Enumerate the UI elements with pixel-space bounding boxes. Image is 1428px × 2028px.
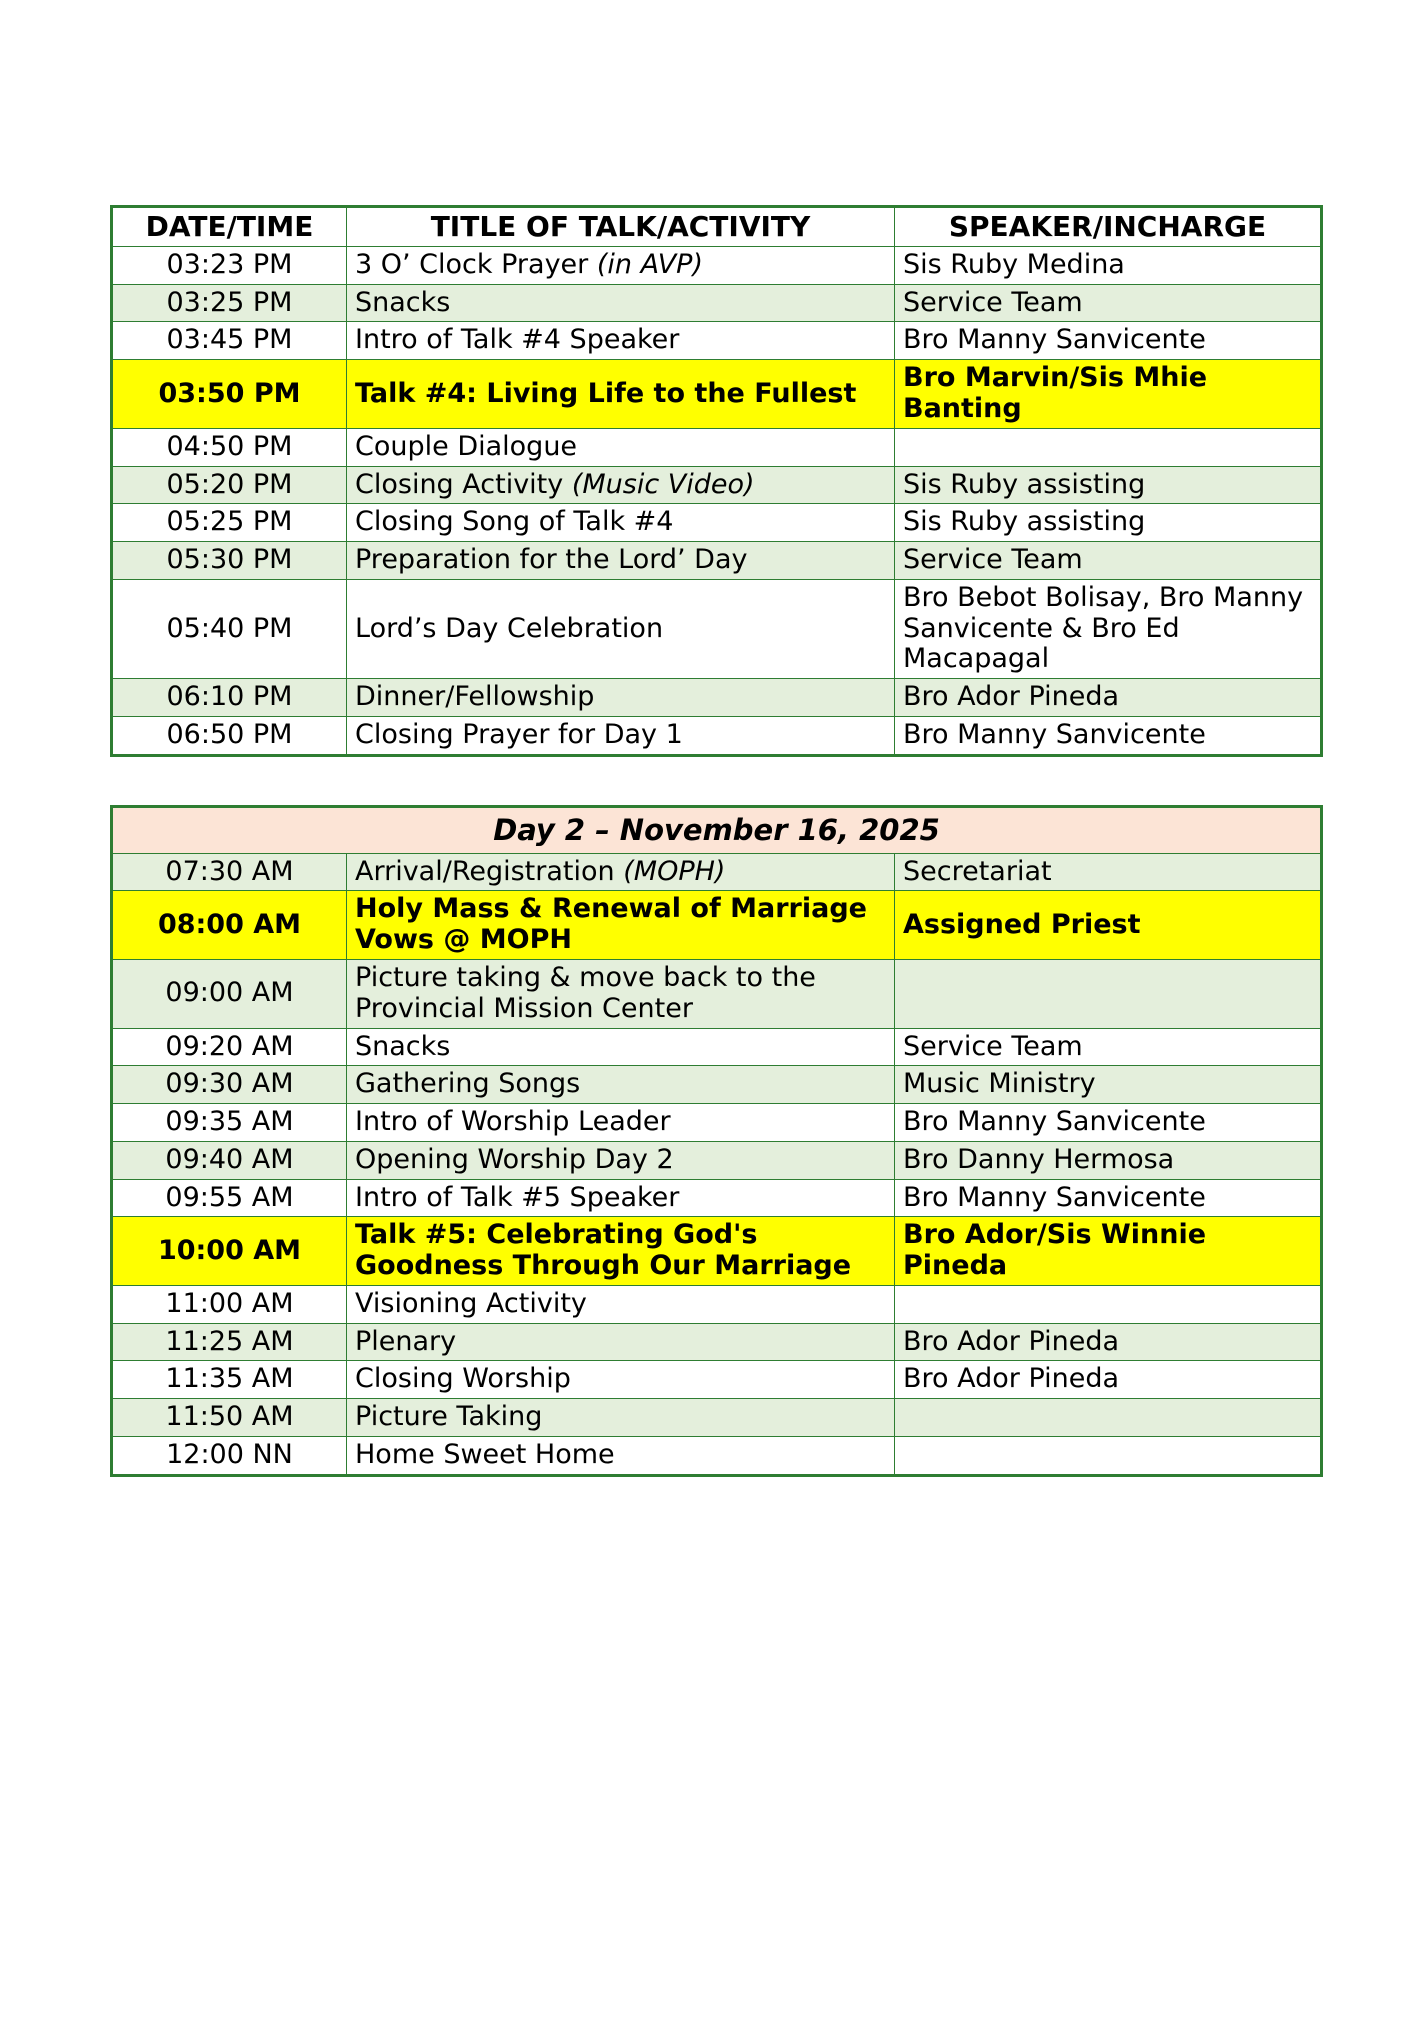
cell-title: Snacks bbox=[347, 1028, 895, 1066]
column-header-title: TITLE OF TALK/ACTIVITY bbox=[347, 207, 895, 247]
cell-title: Closing Activity (Music Video) bbox=[347, 466, 895, 504]
cell-time: 10:00 AM bbox=[112, 1217, 347, 1286]
table-row bbox=[112, 542, 1322, 580]
cell-title: Preparation for the Lord’ Day bbox=[347, 542, 895, 580]
table-body-day2 bbox=[112, 853, 1322, 1475]
cell-speaker bbox=[895, 959, 1322, 1028]
cell-speaker: Bro Manny Sanvicente bbox=[895, 322, 1322, 360]
cell-title: Visioning Activity bbox=[347, 1285, 895, 1323]
table-row bbox=[112, 959, 1322, 1028]
cell-title: Plenary bbox=[347, 1323, 895, 1361]
cell-time: 09:30 AM bbox=[112, 1066, 347, 1104]
cell-title: Snacks bbox=[347, 284, 895, 322]
header-row bbox=[112, 207, 1322, 247]
cell-speaker: Sis Ruby Medina bbox=[895, 246, 1322, 284]
cell-speaker: Sis Ruby assisting bbox=[895, 466, 1322, 504]
cell-title: Opening Worship Day 2 bbox=[347, 1141, 895, 1179]
cell-title: Intro of Talk #5 Speaker bbox=[347, 1179, 895, 1217]
column-header-datetime: DATE/TIME bbox=[112, 207, 347, 247]
cell-title: Picture taking & move back to the Provincial Mission Center bbox=[347, 959, 895, 1028]
cell-title: Lord’s Day Celebration bbox=[347, 579, 895, 678]
cell-title: Closing Worship bbox=[347, 1361, 895, 1399]
cell-time: 08:00 AM bbox=[112, 891, 347, 960]
cell-speaker: Service Team bbox=[895, 542, 1322, 580]
cell-speaker: Bro Manny Sanvicente bbox=[895, 716, 1322, 755]
table-row bbox=[112, 716, 1322, 755]
table-row bbox=[112, 1436, 1322, 1475]
cell-time: 05:20 PM bbox=[112, 466, 347, 504]
table-row bbox=[112, 853, 1322, 891]
schedule-table-day2 bbox=[110, 805, 1323, 1477]
table-row bbox=[112, 1399, 1322, 1437]
cell-speaker: Music Ministry bbox=[895, 1066, 1322, 1104]
cell-title: Couple Dialogue bbox=[347, 428, 895, 466]
schedule-document bbox=[110, 205, 1320, 1477]
cell-speaker: Bro Manny Sanvicente bbox=[895, 1104, 1322, 1142]
table-row bbox=[112, 284, 1322, 322]
cell-speaker: Secretariat bbox=[895, 853, 1322, 891]
cell-title: Arrival/Registration (MOPH) bbox=[347, 853, 895, 891]
cell-time: 03:45 PM bbox=[112, 322, 347, 360]
table-row bbox=[112, 466, 1322, 504]
column-header-speaker: SPEAKER/INCHARGE bbox=[895, 207, 1322, 247]
table-row bbox=[112, 1028, 1322, 1066]
cell-time: 11:50 AM bbox=[112, 1399, 347, 1437]
table-row bbox=[112, 360, 1322, 429]
table-row bbox=[112, 1217, 1322, 1286]
cell-title-note: (in AVP) bbox=[596, 248, 703, 280]
cell-time: 09:35 AM bbox=[112, 1104, 347, 1142]
cell-title-note: (Music Video) bbox=[571, 468, 755, 500]
cell-speaker: Sis Ruby assisting bbox=[895, 504, 1322, 542]
cell-time: 07:30 AM bbox=[112, 853, 347, 891]
cell-speaker: Bro Marvin/Sis Mhie Banting bbox=[895, 360, 1322, 429]
table-spacer bbox=[110, 757, 1320, 805]
cell-time: 11:25 AM bbox=[112, 1323, 347, 1361]
cell-title: Holy Mass & Renewal of Marriage Vows @ MOPH bbox=[347, 891, 895, 960]
day-header-label: Day 2 – November 16, 2025 bbox=[112, 806, 1322, 853]
cell-title: Picture Taking bbox=[347, 1399, 895, 1437]
cell-time: 03:25 PM bbox=[112, 284, 347, 322]
table-row bbox=[112, 322, 1322, 360]
table-header bbox=[112, 207, 1322, 247]
cell-time: 03:50 PM bbox=[112, 360, 347, 429]
cell-speaker: Service Team bbox=[895, 284, 1322, 322]
cell-time: 09:20 AM bbox=[112, 1028, 347, 1066]
cell-time: 09:00 AM bbox=[112, 959, 347, 1028]
cell-title: Home Sweet Home bbox=[347, 1436, 895, 1475]
cell-time: 11:35 AM bbox=[112, 1361, 347, 1399]
cell-time: 09:40 AM bbox=[112, 1141, 347, 1179]
cell-speaker: Service Team bbox=[895, 1028, 1322, 1066]
cell-title: Closing Prayer for Day 1 bbox=[347, 716, 895, 755]
cell-time: 04:50 PM bbox=[112, 428, 347, 466]
cell-time: 09:55 AM bbox=[112, 1179, 347, 1217]
table-row bbox=[112, 1323, 1322, 1361]
cell-title: Dinner/Fellowship bbox=[347, 679, 895, 717]
cell-speaker: Bro Danny Hermosa bbox=[895, 1141, 1322, 1179]
cell-time: 06:10 PM bbox=[112, 679, 347, 717]
cell-speaker: Bro Bebot Bolisay, Bro Manny Sanvicente & Bro Ed Macapagal bbox=[895, 579, 1322, 678]
cell-time: 11:00 AM bbox=[112, 1285, 347, 1323]
cell-speaker: Bro Ador Pineda bbox=[895, 1323, 1322, 1361]
cell-title: 3 O’ Clock Prayer (in AVP) bbox=[347, 246, 895, 284]
table-row bbox=[112, 1179, 1322, 1217]
table-row bbox=[112, 679, 1322, 717]
cell-title: Gathering Songs bbox=[347, 1066, 895, 1104]
cell-time: 05:40 PM bbox=[112, 579, 347, 678]
table-body-day1 bbox=[112, 246, 1322, 755]
table-row bbox=[112, 504, 1322, 542]
cell-speaker: Bro Manny Sanvicente bbox=[895, 1179, 1322, 1217]
day2-header-body bbox=[112, 806, 1322, 853]
cell-time: 05:25 PM bbox=[112, 504, 347, 542]
day-header-row bbox=[112, 806, 1322, 853]
table-row bbox=[112, 579, 1322, 678]
table-row bbox=[112, 428, 1322, 466]
table-row bbox=[112, 1104, 1322, 1142]
table-row bbox=[112, 1141, 1322, 1179]
cell-time: 12:00 NN bbox=[112, 1436, 347, 1475]
cell-time: 05:30 PM bbox=[112, 542, 347, 580]
cell-title: Talk #5: Celebrating God's Goodness Through Our Marriage bbox=[347, 1217, 895, 1286]
table-row bbox=[112, 1285, 1322, 1323]
cell-speaker: Bro Ador Pineda bbox=[895, 1361, 1322, 1399]
cell-speaker bbox=[895, 428, 1322, 466]
schedule-table-day1 bbox=[110, 205, 1323, 757]
cell-speaker bbox=[895, 1436, 1322, 1475]
cell-speaker bbox=[895, 1399, 1322, 1437]
cell-title-note: (MOPH) bbox=[623, 855, 726, 887]
cell-speaker: Bro Ador Pineda bbox=[895, 679, 1322, 717]
cell-title: Intro of Talk #4 Speaker bbox=[347, 322, 895, 360]
table-row bbox=[112, 1361, 1322, 1399]
cell-speaker bbox=[895, 1285, 1322, 1323]
cell-title: Closing Song of Talk #4 bbox=[347, 504, 895, 542]
table-row bbox=[112, 1066, 1322, 1104]
cell-title: Intro of Worship Leader bbox=[347, 1104, 895, 1142]
cell-speaker: Assigned Priest bbox=[895, 891, 1322, 960]
cell-time: 03:23 PM bbox=[112, 246, 347, 284]
cell-title: Talk #4: Living Life to the Fullest bbox=[347, 360, 895, 429]
table-row bbox=[112, 246, 1322, 284]
table-row bbox=[112, 891, 1322, 960]
cell-speaker: Bro Ador/Sis Winnie Pineda bbox=[895, 1217, 1322, 1286]
cell-time: 06:50 PM bbox=[112, 716, 347, 755]
